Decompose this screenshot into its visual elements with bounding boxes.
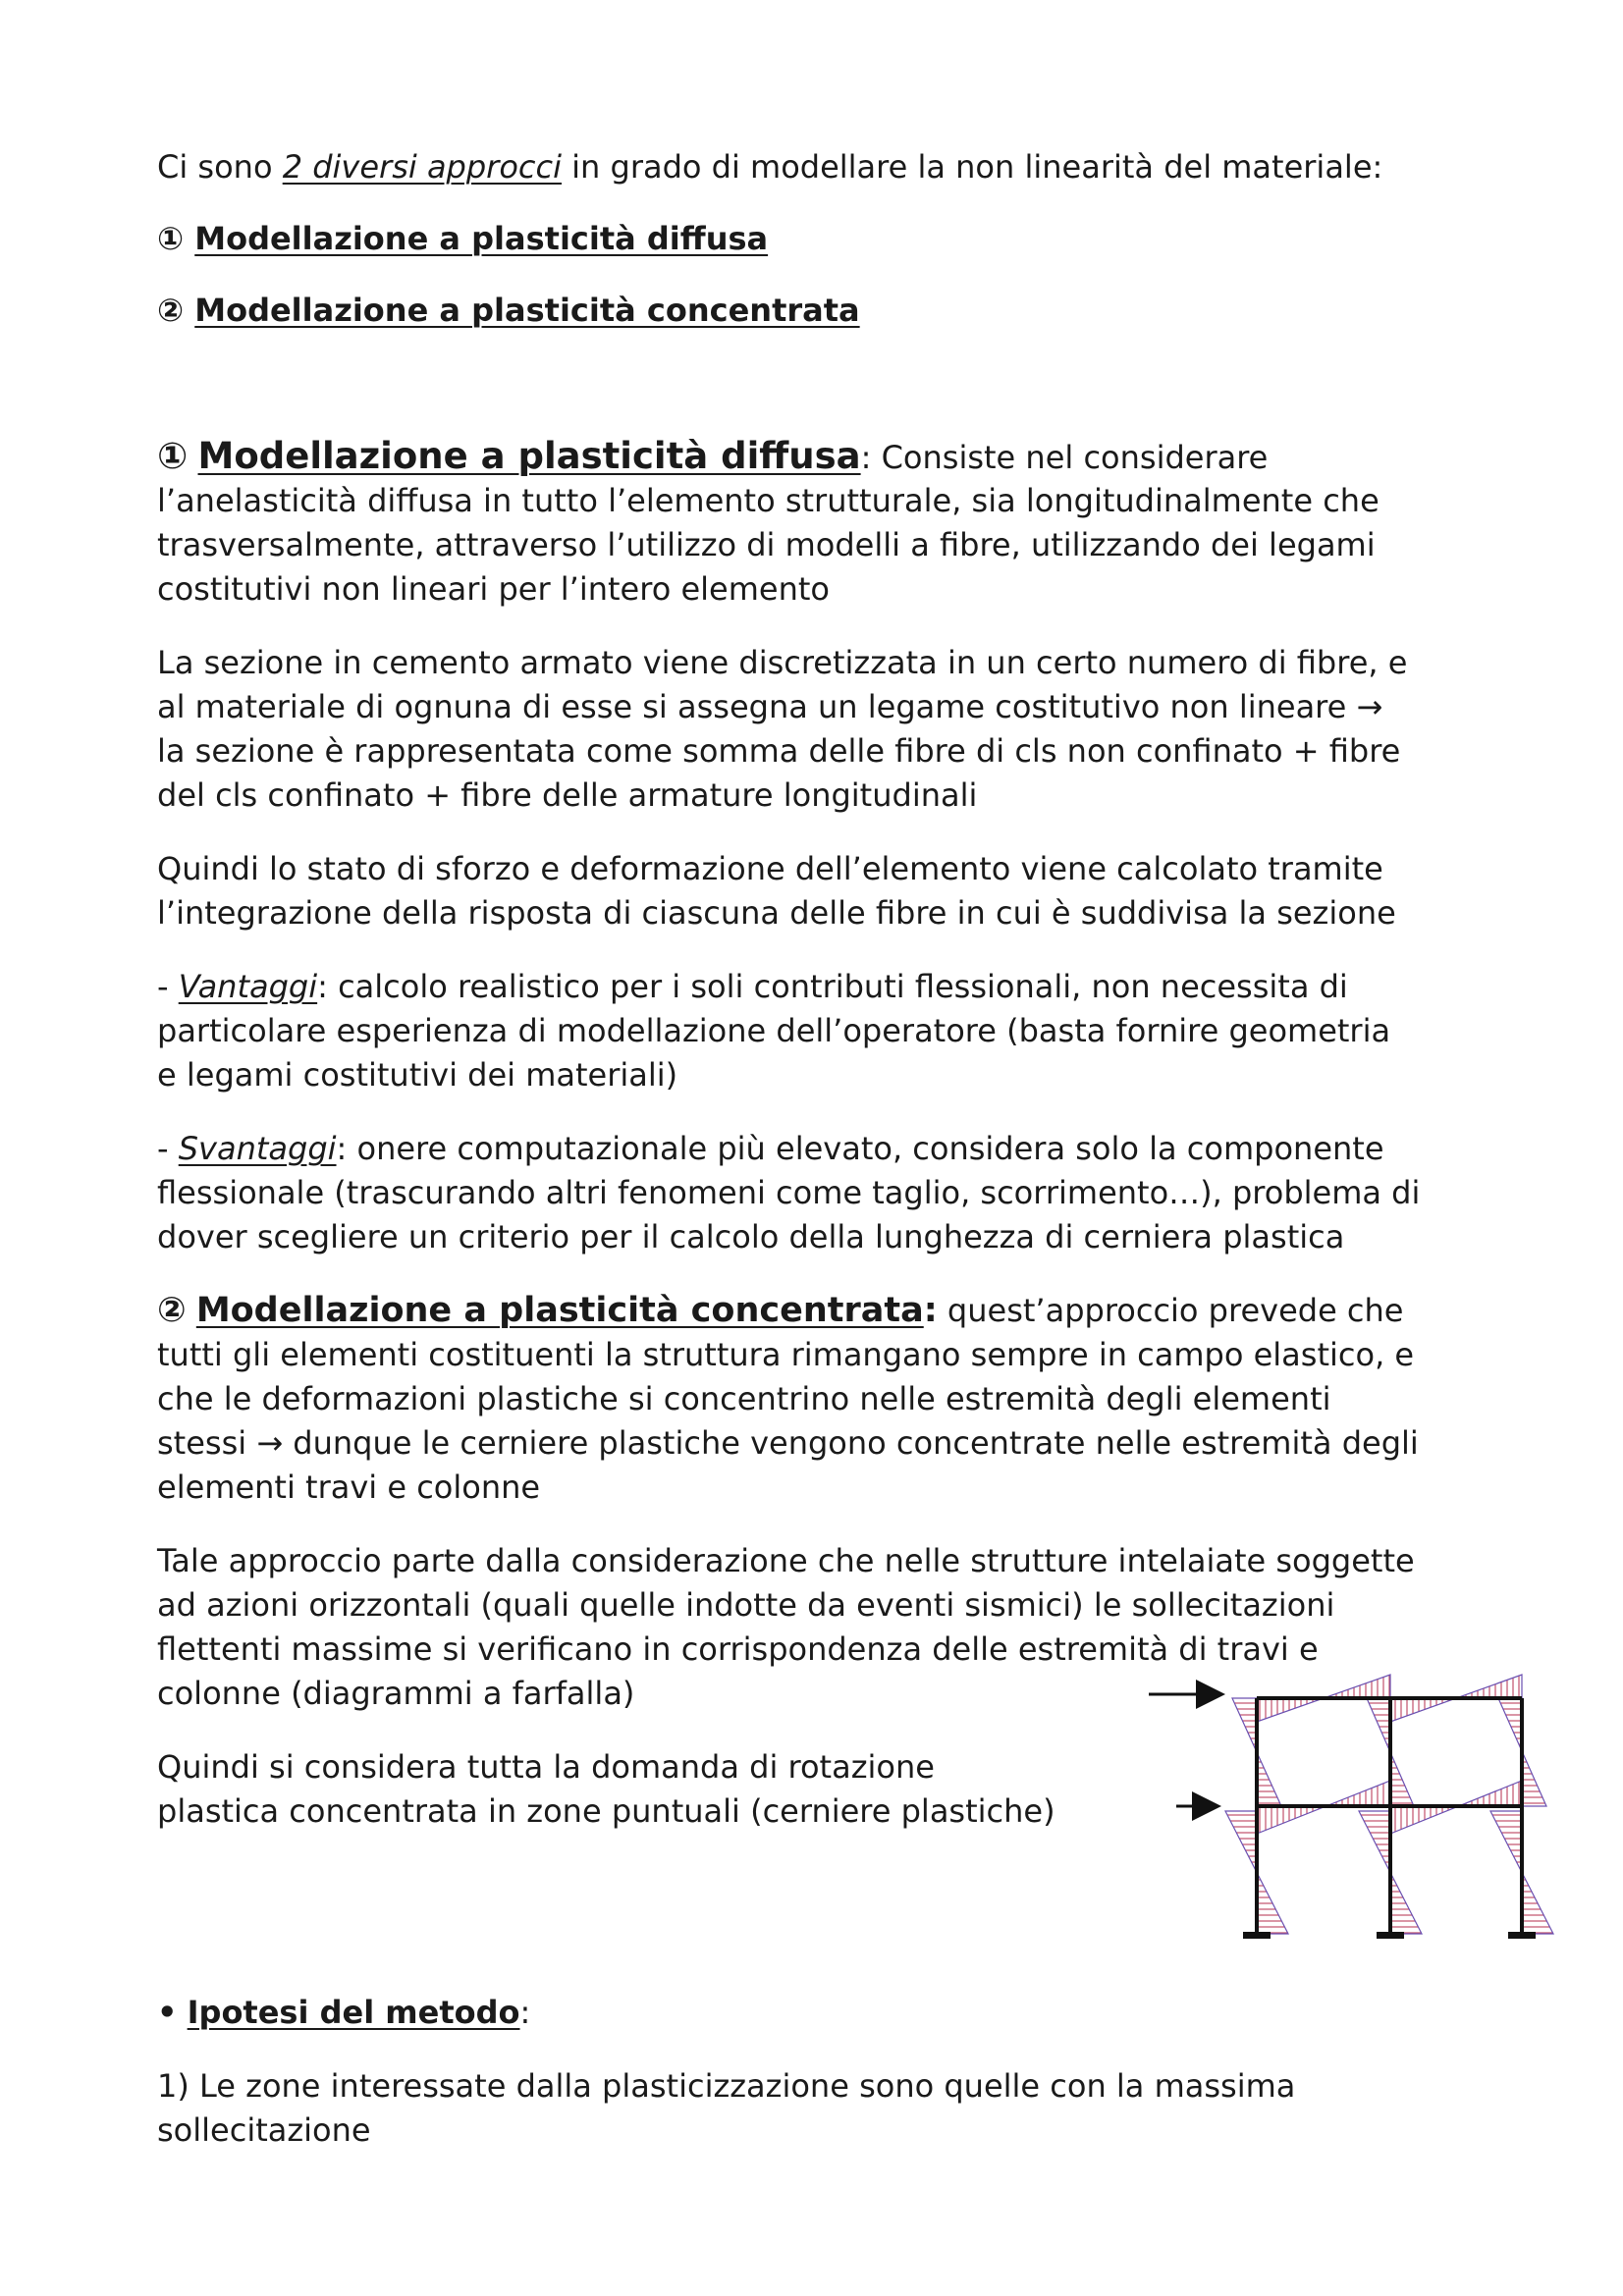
intro-emphasis: 2 diversi approcci: [282, 148, 562, 186]
paragraph-line: del cls confinato + fibre delle armature longitudinali: [157, 776, 978, 814]
paragraph-line: e legami costitutivi dei materiali): [157, 1056, 678, 1094]
paragraph-line: Tale approccio parte dalla considerazione che nelle strutture intelaiate soggette: [157, 1542, 1415, 1579]
vantaggi-line: - Vantaggi: calcolo realistico per i soli contributi flessionali, non necessita di: [157, 968, 1348, 1005]
paragraph-line: che le deformazioni plastiche si concentrino nelle estremità degli elementi: [157, 1380, 1331, 1417]
paragraph-line: flessionale (trascurando altri fenomeni come taglio, scorrimento…), problema di: [157, 1174, 1421, 1211]
paragraph-line: particolare esperienza di modellazione dell’operatore (basta fornire geometria: [157, 1012, 1391, 1049]
intro-line: Ci sono 2 diversi approcci in grado di modellare la non linearità del materiale:: [157, 148, 1383, 186]
diffusa-heading: Modellazione a plasticità diffusa: [197, 435, 861, 477]
paragraph-line: sollecitazione: [157, 2111, 371, 2149]
vantaggi-label: Vantaggi: [178, 968, 318, 1005]
concentrata-heading: Modellazione a plasticità concentrata: [195, 1291, 924, 1330]
paragraph-line: Quindi lo stato di sforzo e deformazione dell’elemento viene calcolato tramite: [157, 850, 1383, 887]
paragraph-line: la sezione è rappresentata come somma delle fibre di cls non confinato + fibre: [157, 732, 1401, 770]
ipotesi-heading-line: • Ipotesi del metodo:: [157, 1994, 531, 2031]
paragraph-line: elementi travi e colonne: [157, 1468, 541, 1506]
diffusa-heading-line: ① Modellazione a plasticità diffusa: Consiste nel considerare: [157, 435, 1269, 477]
paragraph-line: La sezione in cemento armato viene discretizzata in un certo numero di fibre, e: [157, 644, 1408, 681]
list-item-concentrata: ② Modellazione a plasticità concentrata: [157, 292, 860, 329]
svantaggi-label: Svantaggi: [178, 1130, 337, 1167]
paragraph-line: l’anelasticità diffusa in tutto l’elemento strutturale, sia longitudinalmente che: [157, 482, 1380, 519]
paragraph-line: ad azioni orizzontali (quali quelle indotte da eventi sismici) le sollecitazioni: [157, 1586, 1335, 1624]
paragraph-line: Quindi si considera tutta la domanda di rotazione: [157, 1748, 935, 1786]
paragraph-line: stessi → dunque le cerniere plastiche vengono concentrate nelle estremità degli: [157, 1424, 1419, 1462]
paragraph-line: l’integrazione della risposta di ciascuna delle fibre in cui è suddivisa la sezione: [157, 894, 1396, 932]
frame-moment-diagram: [1139, 1659, 1571, 1953]
concentrata-heading-line: ② Modellazione a plasticità concentrata: quest’approccio prevede che: [157, 1291, 1404, 1330]
paragraph-line: flettenti massime si verificano in corrispondenza delle estremità di travi e: [157, 1630, 1319, 1668]
paragraph-line: trasversalmente, attraverso l’utilizzo di modelli a fibre, utilizzando dei legami: [157, 526, 1376, 563]
paragraph-line: costitutivi non lineari per l’intero elemento: [157, 570, 830, 608]
paragraph-line: dover scegliere un criterio per il calcolo della lunghezza di cerniera plastica: [157, 1218, 1345, 1255]
paragraph-line: al materiale di ognuna di esse si assegna un legame costitutivo non lineare →: [157, 688, 1383, 725]
paragraph-line: tutti gli elementi costituenti la struttura rimangano sempre in campo elastico, e: [157, 1336, 1415, 1373]
svantaggi-line: - Svantaggi: onere computazionale più elevato, considera solo la componente: [157, 1130, 1384, 1167]
list-item-diffusa: ① Modellazione a plasticità diffusa: [157, 220, 769, 257]
paragraph-line: 1) Le zone interessate dalla plasticizzazione sono quelle con la massima: [157, 2067, 1296, 2105]
paragraph-line: plastica concentrata in zone puntuali (cerniere plastiche): [157, 1792, 1055, 1830]
paragraph-line: colonne (diagrammi a farfalla): [157, 1675, 635, 1712]
ipotesi-heading: Ipotesi del metodo: [187, 1994, 520, 2031]
